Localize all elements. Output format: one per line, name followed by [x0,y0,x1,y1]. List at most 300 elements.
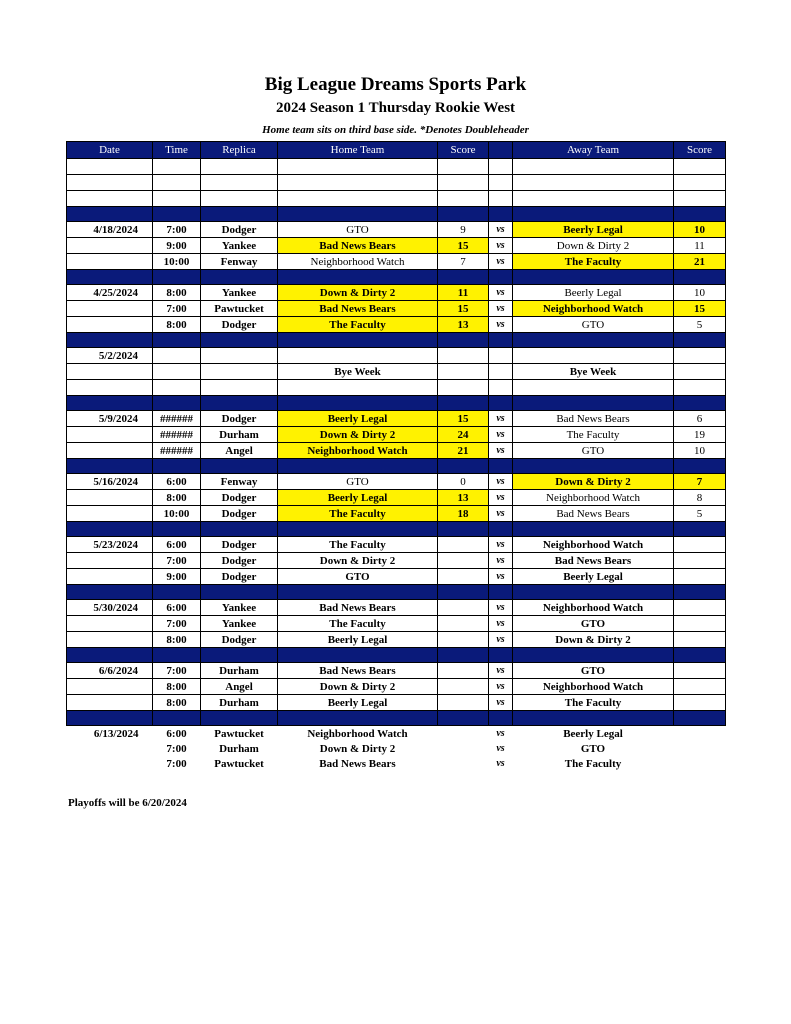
date-cell: 5/30/2024 [67,600,153,616]
vs-cell: vs [496,742,505,754]
home-score-cell: 9 [438,222,489,238]
separator-cell [674,522,726,537]
replica-cell: Dodger [201,506,278,522]
separator-cell [153,270,201,285]
replica-cell: Fenway [201,254,278,270]
empty-cell [438,175,489,191]
vs-cell: vs [489,600,513,616]
away-score-cell [674,364,726,380]
separator-cell [513,711,674,726]
separator-cell [278,270,438,285]
game-row [67,301,726,317]
replica-cell [201,380,278,396]
home-score-cell [438,616,489,632]
replica-cell [201,348,278,364]
game-row [67,553,726,569]
date-cell: 6/13/2024 [93,727,139,740]
separator-cell [513,396,674,411]
home-score-cell: 15 [438,301,489,317]
date-cell [67,756,153,771]
date-cell [67,553,153,569]
away-score-cell [674,569,726,585]
vs-cell: vs [489,301,513,317]
empty-cell [201,175,278,191]
away-score-cell [674,380,726,396]
vs-cell: vs [489,537,513,553]
home-team-cell: GTO [278,222,438,238]
time-cell: 6:00 [153,537,201,553]
week-separator [67,459,726,474]
empty-cell [489,175,513,191]
away-score-cell: 21 [674,254,726,270]
away-score-cell [674,741,726,756]
time-cell: 7:00 [153,616,201,632]
home-score-cell [438,537,489,553]
separator-cell [489,207,513,222]
away-score-cell: 6 [674,411,726,427]
date-cell [67,364,153,380]
home-team-cell: GTO [278,569,438,585]
time-cell: 8:00 [153,632,201,648]
separator-cell [201,396,278,411]
away-score-cell [674,756,726,771]
away-score-cell: 5 [674,506,726,522]
time-cell [153,364,201,380]
vs-cell: vs [489,569,513,585]
empty-cell [278,159,438,175]
time-cell: 6:00 [153,474,201,490]
separator-cell [513,459,674,474]
home-score-cell [438,679,489,695]
separator-cell [67,648,153,663]
home-team-cell: Down & Dirty 2 [278,427,438,443]
date-cell [67,695,153,711]
home-team-cell: Bad News Bears [319,757,396,770]
time-cell: 9:00 [153,238,201,254]
date-cell: 6/6/2024 [67,663,153,679]
date-cell: 4/25/2024 [67,285,153,301]
game-row [67,490,726,506]
vs-cell: vs [489,317,513,333]
vs-cell: vs [489,285,513,301]
game-row [67,695,726,711]
time-cell: 10:00 [153,506,201,522]
time-cell: 8:00 [153,317,201,333]
empty-cell [201,159,278,175]
date-cell [67,506,153,522]
away-score-cell [674,600,726,616]
game-row [67,238,726,254]
home-team-cell: Bad News Bears [278,301,438,317]
separator-cell [513,207,674,222]
game-row [67,222,726,238]
date-cell [67,301,153,317]
replica-cell: Dodger [201,537,278,553]
home-score-cell: 15 [438,411,489,427]
vs-cell: vs [496,727,505,739]
header-vs [489,142,513,159]
vs-cell: vs [489,254,513,270]
replica-cell: Durham [201,663,278,679]
separator-cell [513,585,674,600]
away-team-cell [513,348,674,364]
time-cell: 7:00 [166,757,187,770]
empty-cell [438,159,489,175]
week-separator [67,207,726,222]
time-cell: 8:00 [153,490,201,506]
home-team-cell [278,348,438,364]
game-row [67,348,726,364]
date-cell: 5/23/2024 [67,537,153,553]
header-time: Time [153,142,201,159]
separator-cell [489,396,513,411]
date-cell: 5/9/2024 [67,411,153,427]
away-score-cell [674,632,726,648]
separator-cell [674,333,726,348]
vs-cell [489,380,513,396]
time-cell: 7:00 [166,742,187,755]
separator-cell [201,711,278,726]
away-team-cell: The Faculty [513,427,674,443]
home-team-cell: Bad News Bears [278,600,438,616]
time-cell: 7:00 [153,663,201,679]
game-row [67,756,726,771]
empty-cell [67,159,153,175]
page-subtitle: 2024 Season 1 Thursday Rookie West [275,100,516,116]
vs-cell: vs [489,427,513,443]
blank-row [67,191,726,207]
date-cell [67,632,153,648]
home-score-cell: 21 [438,443,489,459]
away-score-cell: 7 [674,474,726,490]
separator-cell [278,648,438,663]
separator-cell [438,396,489,411]
separator-cell [67,207,153,222]
away-team-cell: Down & Dirty 2 [513,238,674,254]
away-team-cell: The Faculty [513,254,674,270]
time-cell: 6:00 [166,727,187,740]
separator-cell [153,396,201,411]
away-score-cell [674,616,726,632]
home-team-cell: GTO [278,474,438,490]
game-row [67,443,726,459]
away-team-cell: Bad News Bears [513,506,674,522]
home-score-cell [438,632,489,648]
time-cell: ###### [153,443,201,459]
replica-cell: Fenway [201,474,278,490]
replica-cell: Durham [201,427,278,443]
empty-cell [513,175,674,191]
separator-cell [278,459,438,474]
separator-cell [201,207,278,222]
replica-cell: Angel [201,679,278,695]
empty-cell [153,175,201,191]
week-separator [67,522,726,537]
time-cell: 8:00 [153,679,201,695]
time-cell [153,348,201,364]
home-score-cell: 18 [438,506,489,522]
empty-cell [438,191,489,207]
game-row [67,569,726,585]
away-team-cell: The Faculty [564,757,622,770]
table-header-row [67,142,726,159]
away-score-cell [674,695,726,711]
time-cell: 7:00 [153,222,201,238]
empty-cell [67,191,153,207]
time-cell [153,380,201,396]
home-score-cell: 7 [438,254,489,270]
date-cell: 5/2/2024 [67,348,153,364]
empty-cell [201,191,278,207]
week-separator [67,648,726,663]
replica-cell: Yankee [201,285,278,301]
separator-cell [278,711,438,726]
away-team-cell: Neighborhood Watch [513,537,674,553]
away-team-cell: Beerly Legal [513,222,674,238]
away-team-cell: GTO [513,317,674,333]
separator-cell [489,648,513,663]
empty-cell [489,191,513,207]
empty-cell [153,159,201,175]
away-team-cell: The Faculty [513,695,674,711]
separator-cell [278,333,438,348]
home-team-cell: Beerly Legal [278,411,438,427]
separator-cell [278,585,438,600]
away-team-cell: Neighborhood Watch [513,600,674,616]
separator-cell [67,333,153,348]
away-score-cell [674,348,726,364]
separator-cell [489,711,513,726]
page-title: Big League Dreams Sports Park [264,74,527,95]
date-cell [67,443,153,459]
time-cell: 10:00 [153,254,201,270]
vs-cell: vs [489,411,513,427]
vs-cell [489,348,513,364]
home-score-cell [438,695,489,711]
week-separator [67,333,726,348]
away-score-cell [674,537,726,553]
date-cell: 5/16/2024 [67,474,153,490]
separator-cell [201,522,278,537]
separator-cell [278,522,438,537]
date-cell: 4/18/2024 [67,222,153,238]
home-team-cell: The Faculty [278,506,438,522]
home-team-cell [278,380,438,396]
header-replica: Replica [201,142,278,159]
home-score-cell: 24 [438,427,489,443]
separator-cell [674,459,726,474]
blank-row [67,175,726,191]
separator-cell [67,396,153,411]
separator-cell [438,711,489,726]
home-team-cell: Bye Week [278,364,438,380]
game-row [67,600,726,616]
home-score-cell [438,741,489,756]
separator-cell [674,270,726,285]
replica-cell: Yankee [201,600,278,616]
schedule-table [66,141,726,771]
away-team-cell: Neighborhood Watch [513,490,674,506]
home-score-cell [438,726,489,742]
home-score-cell [438,756,489,771]
schedule-body [67,159,726,772]
replica-cell: Dodger [201,632,278,648]
separator-cell [201,585,278,600]
replica-cell: Durham [219,742,259,755]
vs-cell [489,364,513,380]
home-team-cell: The Faculty [278,317,438,333]
away-score-cell [674,726,726,742]
separator-cell [674,396,726,411]
replica-cell: Pawtucket [214,727,264,740]
header-date: Date [67,142,153,159]
away-score-cell [674,679,726,695]
home-score-cell: 15 [438,238,489,254]
week-separator [67,711,726,726]
game-row [67,663,726,679]
week-separator [67,585,726,600]
home-score-cell [438,663,489,679]
vs-cell: vs [489,443,513,459]
home-score-cell [438,569,489,585]
vs-cell: vs [489,490,513,506]
replica-cell: Yankee [201,616,278,632]
replica-cell: Dodger [201,569,278,585]
header-away-score: Score [674,142,726,159]
game-row [67,741,726,756]
home-team-cell: Bad News Bears [278,663,438,679]
replica-cell: Angel [201,443,278,459]
home-score-cell: 13 [438,490,489,506]
time-cell: 7:00 [153,301,201,317]
separator-cell [513,333,674,348]
home-score-cell: 11 [438,285,489,301]
separator-cell [153,711,201,726]
separator-cell [513,648,674,663]
separator-cell [438,585,489,600]
home-team-cell: Down & Dirty 2 [278,553,438,569]
away-team-cell: Beerly Legal [513,285,674,301]
separator-cell [278,396,438,411]
away-team-cell: Neighborhood Watch [513,301,674,317]
date-cell [67,741,153,756]
separator-cell [67,270,153,285]
separator-cell [201,459,278,474]
game-row [67,632,726,648]
home-team-cell: Down & Dirty 2 [278,679,438,695]
date-cell [67,616,153,632]
header-home-team: Home Team [278,142,438,159]
empty-cell [674,175,726,191]
separator-cell [438,459,489,474]
home-team-cell: Down & Dirty 2 [278,285,438,301]
home-score-cell: 0 [438,474,489,490]
game-row [67,679,726,695]
schedule-note: Home team sits on third base side. *Denotes Doubleheader [262,124,529,136]
away-score-cell: 19 [674,427,726,443]
away-team-cell: Down & Dirty 2 [513,474,674,490]
away-team-cell: GTO [513,443,674,459]
separator-cell [201,270,278,285]
away-team-cell: Beerly Legal [513,569,674,585]
vs-cell: vs [489,553,513,569]
separator-cell [67,522,153,537]
separator-cell [489,459,513,474]
game-row [67,506,726,522]
empty-cell [513,159,674,175]
away-score-cell: 10 [674,285,726,301]
vs-cell: vs [489,506,513,522]
game-row [67,411,726,427]
separator-cell [674,648,726,663]
replica-cell: Pawtucket [214,757,264,770]
time-cell: 7:00 [153,553,201,569]
replica-cell: Dodger [201,222,278,238]
away-team-cell [513,380,674,396]
vs-cell: vs [489,238,513,254]
separator-cell [67,711,153,726]
empty-cell [489,159,513,175]
separator-cell [438,522,489,537]
vs-cell: vs [496,757,505,769]
separator-cell [153,648,201,663]
away-score-cell: 10 [674,222,726,238]
home-score-cell [438,348,489,364]
header-home-score: Score [438,142,489,159]
date-cell [67,569,153,585]
home-team-cell: The Faculty [278,537,438,553]
replica-cell: Dodger [201,317,278,333]
home-score-cell [438,364,489,380]
home-team-cell: Beerly Legal [278,695,438,711]
vs-cell: vs [489,222,513,238]
away-score-cell: 10 [674,443,726,459]
time-cell: 8:00 [153,695,201,711]
home-score-cell [438,553,489,569]
separator-cell [153,207,201,222]
away-team-cell: Bad News Bears [513,553,674,569]
away-team-cell: GTO [513,616,674,632]
away-team-cell: Beerly Legal [563,727,623,740]
replica-cell: Pawtucket [201,301,278,317]
replica-cell [201,364,278,380]
empty-cell [278,191,438,207]
separator-cell [153,333,201,348]
separator-cell [489,333,513,348]
away-team-cell: Neighborhood Watch [513,679,674,695]
away-score-cell: 5 [674,317,726,333]
home-team-cell: Neighborhood Watch [307,727,408,740]
game-row [67,317,726,333]
separator-cell [67,585,153,600]
date-cell [67,380,153,396]
game-row [67,427,726,443]
away-score-cell: 15 [674,301,726,317]
vs-cell: vs [489,695,513,711]
home-score-cell: 13 [438,317,489,333]
empty-cell [67,175,153,191]
home-team-cell: Neighborhood Watch [278,254,438,270]
game-row [67,364,726,380]
date-cell [67,238,153,254]
week-separator [67,396,726,411]
away-team-cell: GTO [513,663,674,679]
away-team-cell: Down & Dirty 2 [513,632,674,648]
home-team-cell: Down & Dirty 2 [319,742,396,755]
week-separator [67,270,726,285]
vs-cell: vs [489,679,513,695]
game-row [67,726,726,742]
